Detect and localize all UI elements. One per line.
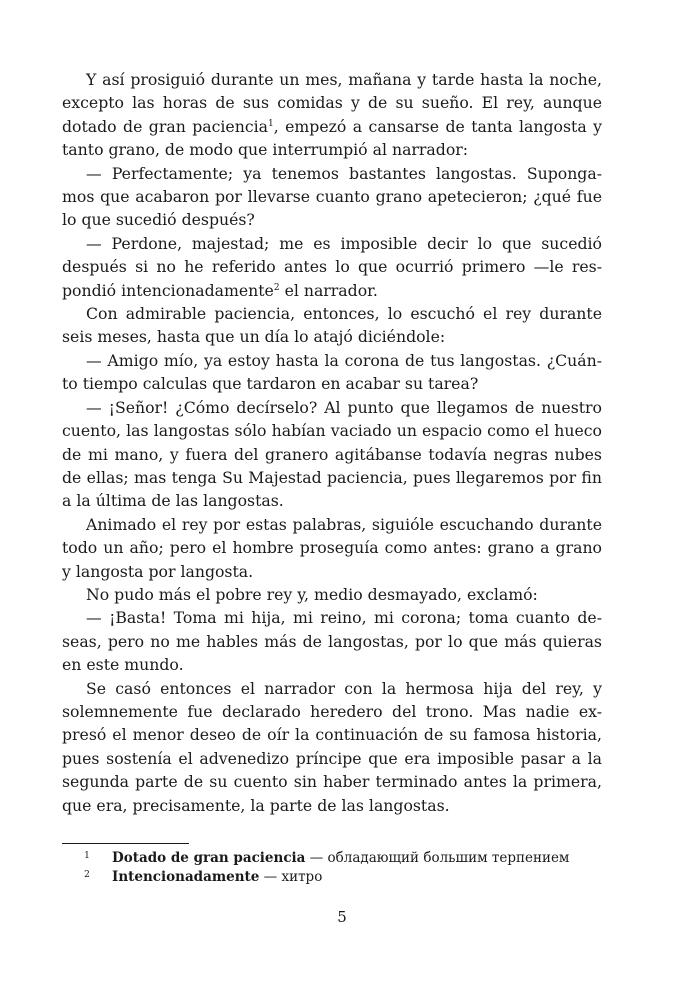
- footnote-translation: — обладающий большим терпением: [305, 850, 570, 866]
- footnote-term: Intencionadamente: [112, 869, 260, 885]
- text-line: pondió intencionadamente$^2$ el narrador.: [62, 280, 378, 300]
- footnote-ref: 1: [267, 118, 274, 129]
- text-line: — ¡Señor! ¿Cómo decírselo? Al punto que llegamos de nuestro: [86, 397, 602, 417]
- footnote-translation: — хитро: [259, 869, 323, 885]
- text-line: Se casó entonces el narrador con la hermosa hija del rey, y: [86, 678, 602, 698]
- text-line: dotado de gran paciencia$^1$, empezó a cansarse de tanta langosta y: [62, 116, 602, 136]
- text-line: todo un año; pero el hombre proseguía como antes: grano a grano: [62, 538, 602, 558]
- paragraph: [62, 396, 602, 513]
- text-line: to tiempo calculas que tardaron en acabar su tarea?: [62, 374, 479, 394]
- footnote-number: 2: [84, 870, 90, 880]
- text-line: y langosta por langosta.: [62, 561, 254, 581]
- text-line: lo que sucedió después?: [62, 210, 255, 230]
- text-line: seis meses, hasta que un día lo atajó diciéndole:: [62, 327, 446, 347]
- body-text: [62, 68, 602, 817]
- text-line: mos que acabaron por llevarse cuanto grano apetecieron; ¿qué fue: [62, 187, 602, 207]
- footnote-term: Dotado de gran paciencia: [112, 850, 306, 866]
- text-line: — Amigo mío, ya estoy hasta la corona de tus langostas. ¿Cuán-: [86, 350, 602, 370]
- text-line: después si no he referido antes lo que ocurrió primero —le res-: [62, 257, 602, 277]
- text-line: Y así prosiguió durante un mes, mañana y tarde hasta la noche,: [86, 70, 602, 89]
- text-line: seas, pero no me hables más de langostas, por lo que más quieras: [62, 631, 602, 651]
- text-line: No pudo más el pobre rey y, medio desmayado, exclamó:: [86, 584, 538, 604]
- text-line: segunda parte de su cuento sin haber terminado antes la primera,: [62, 772, 602, 792]
- text-line: Con admirable paciencia, entonces, lo escuchó el rey durante: [86, 304, 602, 324]
- text-line: — ¡Basta! Toma mi hija, mi reino, mi corona; toma cuanto de-: [86, 608, 602, 628]
- text-line: de ellas; mas tenga Su Majestad paciencia, pues llegaremos por fin: [62, 467, 602, 487]
- footnote: [62, 849, 622, 868]
- text-line: pues sostenía el advenedizo príncipe que era imposible pasar a la: [62, 748, 602, 768]
- text-line: que era, precisamente, la parte de las langostas.: [62, 795, 450, 815]
- page-number: 5: [337, 908, 347, 926]
- text-line: Animado el rey por estas palabras, siguióle escuchando durante: [86, 514, 602, 534]
- text-line: de mi mano, y fuera del granero agitábanse todavía negras nubes: [62, 444, 602, 464]
- footnotes: [62, 849, 622, 887]
- text-line: — Perdone, majestad; me es imposible decir lo que sucedió: [86, 233, 602, 253]
- text-line: en este mundo.: [62, 655, 184, 675]
- paragraph: [62, 513, 602, 583]
- text-line: — Perfectamente; ya tenemos bastantes langostas. Suponga-: [86, 163, 602, 183]
- text-line: excepto las horas de sus comidas y de su sueño. El rey, aunque: [62, 93, 602, 113]
- paragraph: [62, 677, 602, 817]
- paragraph: [62, 302, 602, 349]
- text-line: presó el menor deseo de oír la continuación de su famosa historia,: [62, 725, 602, 745]
- paragraph: [62, 232, 602, 302]
- text-line: solemnemente fue declarado heredero del trono. Mas nadie ex-: [62, 701, 602, 721]
- paragraph: [62, 162, 602, 232]
- paragraph: [62, 349, 602, 396]
- footnote-number: 1: [84, 851, 90, 861]
- paragraph: [62, 606, 602, 676]
- footnote: [62, 868, 622, 887]
- paragraph: [62, 68, 602, 162]
- text-line: a la última de las langostas.: [62, 491, 284, 511]
- footnote-separator: [62, 843, 189, 844]
- text-line: cuento, las langostas sólo habían vaciado un espacio como el hueco: [62, 421, 602, 441]
- text-line: tanto grano, de modo que interrumpió al narrador:: [62, 140, 469, 160]
- paragraph: [62, 583, 602, 606]
- footnote-ref: 2: [273, 282, 280, 293]
